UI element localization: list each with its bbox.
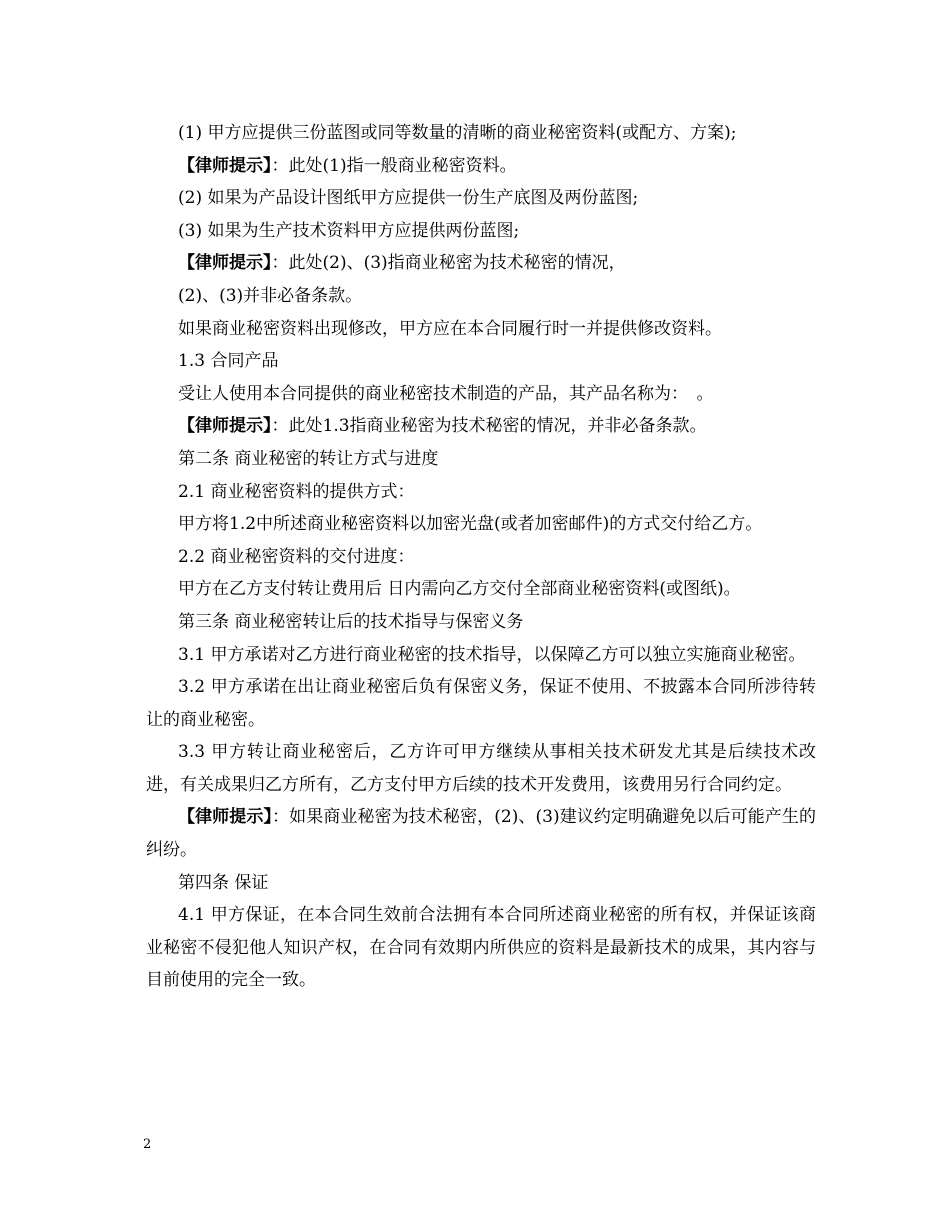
article-3-heading: 第三条 商业秘密转让后的技术指导与保密义务: [178, 611, 524, 632]
paragraph-1: (1) 甲方应提供三份蓝图或同等数量的清晰的商业秘密资料(或配方、方案);: [178, 123, 737, 143]
lawyer-tip-label: 【律师提示】: [178, 155, 272, 176]
paragraph-3: (2) 如果为产品设计图纸甲方应提供一份生产底图及两份蓝图;: [178, 188, 639, 209]
paragraph-18: 3.2 甲方承诺在出让商业秘密后负有保密义务，保证不使用、不披露本合同所涉待转让的商业秘密。: [146, 677, 816, 730]
paragraph-13: 甲方将1.2中所述商业秘密资料以加密光盘(或者加密邮件)的方式交付给乙方。: [178, 514, 763, 535]
paragraph-17: 3.1 甲方承诺对乙方进行商业秘密的技术指导，以保障乙方可以独立实施商业秘密。: [178, 644, 806, 665]
article-4-heading: 第四条 保证: [178, 872, 269, 893]
paragraph-20-lawyer-tip: 【律师提示】：如果商业秘密为技术秘密，(2)、(3)建议约定明确避免以后可能产生的纠纷。: [146, 807, 816, 861]
paragraph-6: (2)、(3)并非必备条款。: [178, 285, 363, 306]
lawyer-tip-label: 【律师提示】: [178, 253, 272, 274]
paragraph-19: 3.3 甲方转让商业秘密后，乙方许可甲方继续从事相关技术研发尤其是后续技术改进，有关成果归乙方所有，乙方支付甲方后续的技术开发费用，该费用另行合同约定。: [146, 742, 816, 795]
lawyer-tip-label: 【律师提示】: [178, 416, 272, 437]
paragraph-14: 2.2 商业秘密资料的交付进度：: [178, 546, 415, 567]
paragraph-9: 受让人使用本合同提供的商业秘密技术制造的产品，其产品名称为： 。: [178, 383, 714, 404]
paragraph-5-lawyer-tip: 【律师提示】：此处(2)、(3)指商业秘密为技术秘密的情况，: [178, 253, 626, 274]
paragraph-4: (3) 如果为生产技术资料甲方应提供两份蓝图;: [178, 220, 520, 241]
page-number: 2: [143, 1137, 152, 1152]
paragraph-2-lawyer-tip: 【律师提示】：此处(1)指一般商业秘密资料。: [178, 155, 517, 176]
paragraph-10-lawyer-tip: 【律师提示】：此处1.3指商业秘密为技术秘密的情况，并非必备条款。: [178, 416, 707, 437]
article-2-heading: 第二条 商业秘密的转让方式与进度: [178, 448, 439, 469]
paragraph-8-heading: 1.3 合同产品: [178, 351, 279, 372]
paragraph-22: 4.1 甲方保证，在本合同生效前合法拥有本合同所述商业秘密的所有权，并保证该商业秘密不侵犯他人知识产权，在合同有效期内所供应的资料是最新技术的成果，其内容与目前使用的完全一致。: [146, 905, 816, 991]
lawyer-tip-label: 【律师提示】: [178, 807, 273, 828]
paragraph-7: 如果商业秘密资料出现修改，甲方应在本合同履行时一并提供修改资料。: [178, 318, 722, 339]
paragraph-12: 2.1 商业秘密资料的提供方式：: [178, 481, 415, 502]
document-body: [146, 117, 816, 997]
paragraph-15: 甲方在乙方支付转让费用后 日内需向乙方交付全部商业秘密资料(或图纸)。: [178, 579, 741, 600]
